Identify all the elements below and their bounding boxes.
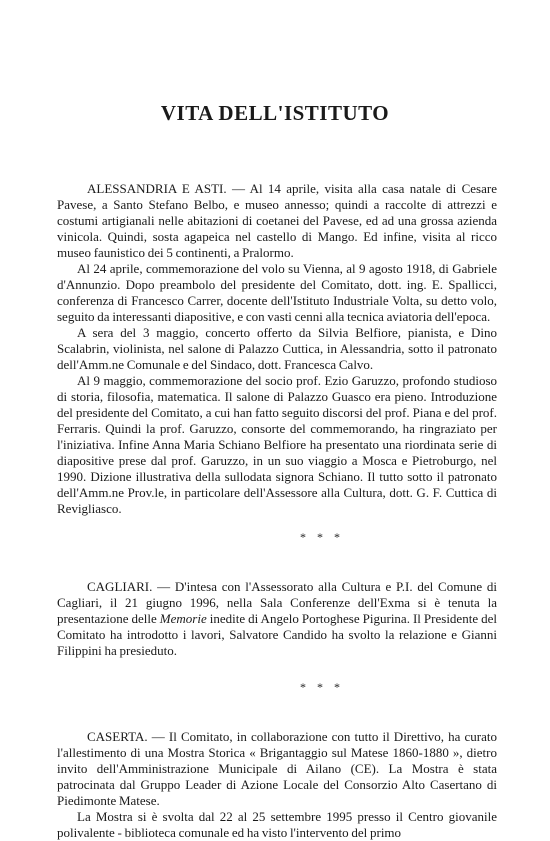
paragraph: A sera del 3 maggio, concerto offerto da Silvia Belfiore, pianista, e Dino Scalabrin, violinista, nel salone di Palazzo Cuttica, in Alessandria, sotto il patronato dell'Amm.ne Comunale e del Sindaco, dott. Francesca Calvo. xyxy=(57,325,497,372)
paragraph: CASERTA. — Il Comitato, in collaborazione con tutto il Direttivo, ha curato l'allestimento di una Mostra Storica « Brigantaggio sul Matese 1860-1880 », dietro invito dell'Amministrazione Municipale di Ailano (CE). La Mostra è stata patrocinata dal Gruppo Leader di Azione Locale del Consorzio Alto Casertano di Piedimonte Matese. xyxy=(57,729,497,808)
paragraph: La Mostra si è svolta dal 22 al 25 settembre 1995 presso il Centro giovanile polivalente - biblioteca comunale ed ha visto l'intervento del primo xyxy=(57,809,497,840)
section-separator: * * * xyxy=(300,530,344,544)
section-separator: * * * xyxy=(300,680,344,694)
section-alessandria-asti xyxy=(57,181,497,543)
section-cagliari xyxy=(57,579,497,693)
italic-title: Memorie xyxy=(159,611,207,626)
spacer xyxy=(57,693,497,729)
paragraph: Al 9 maggio, commemorazione del socio prof. Ezio Garuzzo, profondo studioso di storia, filosofia, matematica. Il salone di Palazzo Guasco era pieno. Introduzione del presidente del Comitato, a cui han fatto seguito discorsi del prof. Piana e del prof. Ferraris. Quindi la prof. Garuzzo, consorte del commemorando, ha ringraziato per l'iniziativa. Infine Anna Maria Schiano Belfiore ha presentato una riordinata serie di diapositive prese dal prof. Garuzzo, in un suo viaggio a Mosca e Pietroburgo, nel 1990. Dizione illustrativa della sullodata signora Schiano. Il tutto sotto il patronato dell'Amm.ne Prov.le, in particolare dell'Assessore alla Cultura, dott. G. F. Cuttica di Revigliasco. xyxy=(57,373,497,516)
spacer xyxy=(57,543,497,579)
paragraph-text: inedite di Angelo Portoghese Pigurina. Il Presidente del Comitato ha introdotto i lavori, Salvatore Candido ha svolto la relazione e Gianni Filippini ha presieduto. xyxy=(57,611,497,658)
page-title: VITA DELL'ISTITUTO xyxy=(160,101,390,125)
paragraph-text: CAGLIARI. — D'intesa con l'Assessorato alla Cultura e P.I. del Comune di Cagliari, il 21 giugno 1996, nella Sala Conferenze dell'Exma si è tenuta la presentazione delle xyxy=(57,579,497,626)
paragraph: ALESSANDRIA E ASTI. — Al 14 aprile, visita alla casa natale di Cesare Pavese, a Santo Stefano Belbo, e museo annesso; quindi a raccolte di attrezzi e costumi artigianali nelle abitazioni di coetanei del Pavese, ed ad una grossa azienda vinicola. Quindi, sosta agapeica nel castello di Mango. Ed infine, visita al ricco museo faunistico dei 5 continenti, a Pralormo. xyxy=(57,181,497,260)
paragraph: Al 24 aprile, commemorazione del volo su Vienna, al 9 agosto 1918, di Gabriele d'Annunzio. Dopo preambolo del presidente del Comitato, dott. ing. E. Spallicci, conferenza di Francesco Carrer, docente dell'Istituto Industriale Volta, su detto volo, seguito da interessanti diapositive, e con vasti cenni alla tecnica aviatoria dell'epoca. xyxy=(57,261,497,324)
section-caserta xyxy=(57,729,497,841)
paragraph xyxy=(57,579,497,659)
document-body xyxy=(57,181,497,841)
